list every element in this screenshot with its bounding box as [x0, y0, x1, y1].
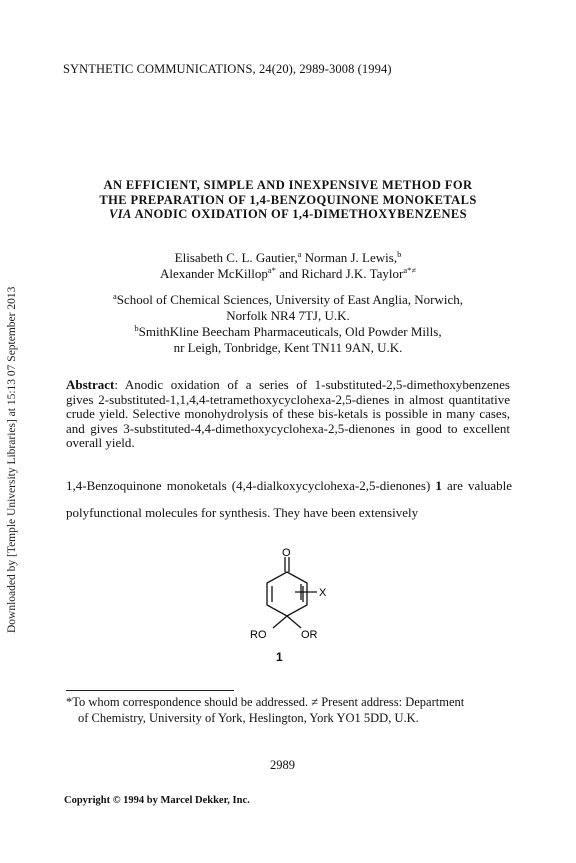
affiliations	[60, 292, 516, 356]
affiliation-a-line-2: Norfolk NR4 7TJ, U.K.	[226, 308, 350, 323]
author-list	[60, 250, 516, 282]
author-line-1	[60, 250, 516, 266]
abstract	[66, 378, 510, 451]
page-number: 2989	[270, 758, 295, 772]
title-line-3-rest: ANODIC OXIDATION OF 1,4-DIMETHOXYBENZENES	[131, 207, 467, 221]
download-watermark: Downloaded by [Temple University Libraries] at 15:13 07 September 2013	[6, 286, 18, 633]
footnote-line-1: *To whom correspondence should be addressed. ≠ Present address: Department	[66, 695, 465, 709]
author-gautier-mark: a	[297, 249, 302, 259]
footnote	[66, 694, 516, 726]
author-mckillop-mark: a*	[267, 265, 276, 275]
ketal-bond-right	[287, 616, 301, 628]
author-taylor-mark: a*≠	[403, 265, 417, 275]
body-paragraph	[66, 472, 512, 526]
affiliation-b-line-2: nr Leigh, Tonbridge, Kent TN11 9AN, U.K.	[173, 340, 403, 355]
oxygen-label: O	[282, 548, 291, 559]
abstract-label: Abstract	[66, 377, 115, 392]
title-line-3	[60, 207, 516, 222]
abstract-text: : Anodic oxidation of a series of 1-substituted-2,5-dimethoxybenzenes gives 2-substituted-1,1,4,4-tetramethoxycyclohexa-2,5-dienes in almost quantitative crude yield. Selective monohydrolysis of these bis-ketals is possible in many cases, and gives 3-substituted-4,4-dimethoxycyclohexa-2,5-dienones in good to excellent overall yield.	[66, 377, 510, 450]
affiliation-b-line-1	[60, 324, 516, 340]
compound-reference: 1	[435, 478, 442, 493]
affiliation-a-mark: a	[112, 291, 117, 301]
title-line-1: AN EFFICIENT, SIMPLE AND INEXPENSIVE METHOD FOR	[103, 178, 473, 192]
title-line-2: THE PREPARATION OF 1,4-BENZOQUINONE MONOKETALS	[99, 192, 477, 207]
x-label: X	[319, 587, 327, 599]
affiliation-b-text: SmithKline Beecham Pharmaceuticals, Old Powder Mills,	[138, 324, 442, 339]
ro-label: RO	[250, 629, 267, 641]
author-lewis: Norman J. Lewis,	[301, 250, 398, 265]
author-line-2	[60, 266, 516, 282]
author-taylor: and Richard J.K. Taylor	[275, 266, 404, 281]
journal-citation: SYNTHETIC COMMUNICATIONS, 24(20), 2989-3008 (1994)	[63, 62, 392, 76]
ketal-bond-left	[273, 616, 287, 628]
title-via: VIA	[109, 207, 132, 221]
author-lewis-mark: b	[397, 249, 402, 259]
article-title	[60, 178, 516, 222]
chemical-structure	[245, 548, 335, 658]
body-text-b: are valuable polyfunctional molecules for synthesis. They have been extensively	[66, 478, 512, 520]
copyright-notice: Copyright © 1994 by Marcel Dekker, Inc.	[64, 795, 250, 806]
compound-number: 1	[276, 650, 283, 664]
affiliation-b-mark: b	[134, 323, 139, 333]
author-gautier: Elisabeth C. L. Gautier,	[174, 250, 298, 265]
affiliation-a-line-1	[60, 292, 516, 308]
footnote-line-2: of Chemistry, University of York, Heslington, York YO1 5DD, U.K.	[78, 711, 419, 725]
footnote-rule	[66, 690, 234, 691]
body-text-a: 1,4-Benzoquinone monoketals (4,4-dialkoxycyclohexa-2,5-dienones)	[66, 478, 436, 493]
or-label: OR	[301, 629, 318, 641]
affiliation-a-text: School of Chemical Sciences, University of East Anglia, Norwich,	[116, 292, 463, 307]
author-mckillop: Alexander McKillop	[159, 266, 268, 281]
